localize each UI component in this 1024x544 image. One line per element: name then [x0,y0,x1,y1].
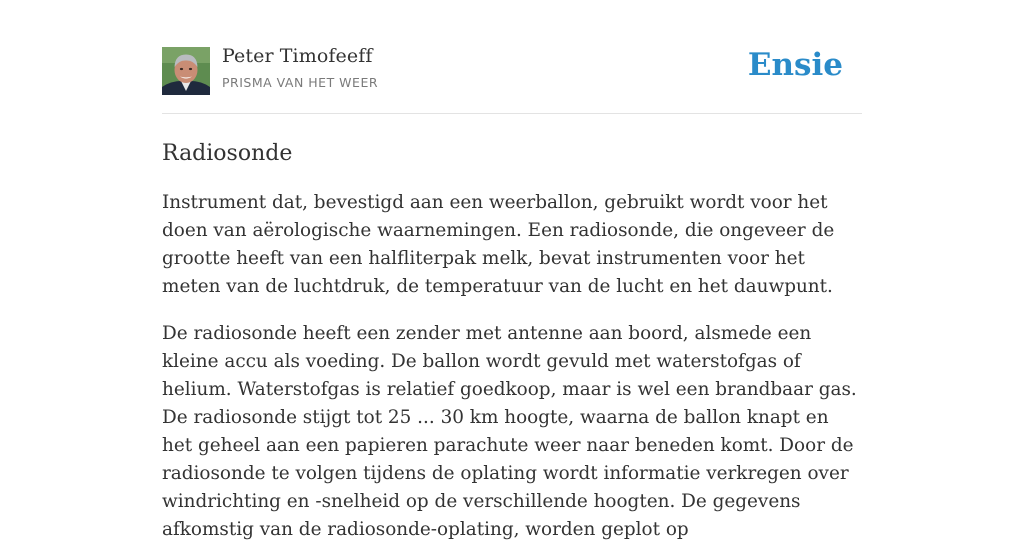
article-title: Radiosonde [162,141,293,166]
author-name[interactable]: Peter Timofeeff [222,45,373,67]
author-portrait-icon [162,47,210,95]
article-paragraph: De radiosonde heeft een zender met antenne aan boord, alsmede een kleine accu als voeding. De ballon wordt gevuld met waterstofgas of helium. Waterstofgas is relatief goedkoop, maar is wel een brandbaar gas. De radiosonde stijgt tot 25 ... 30 km hoogte, waarna de ballon knapt en het geheel aan een papieren parachute weer naar beneden komt. Door de radiosonde te volgen tijdens de oplating wordt informatie verkregen over windrichting en -snelheid op de verschillende hoogten. De gegevens afkomstig van de radiosonde-oplating, worden geplot op [162,323,857,541]
article-paragraph: Instrument dat, bevestigd aan een weerballon, gebruikt wordt voor het doen van aërologische waarnemingen. Een radiosonde, die ongeveer de grootte heeft van een halfliterpak melk, bevat instrumenten voor het meten van de luchtdruk, de temperatuur van de lucht en het dauwpunt. [162,192,835,298]
avatar[interactable] [162,47,210,95]
content-column [162,0,862,544]
author-subtitle[interactable]: PRISMA VAN HET WEER [222,75,379,90]
brand-logo[interactable]: Ensie [747,47,843,83]
header [162,0,862,114]
